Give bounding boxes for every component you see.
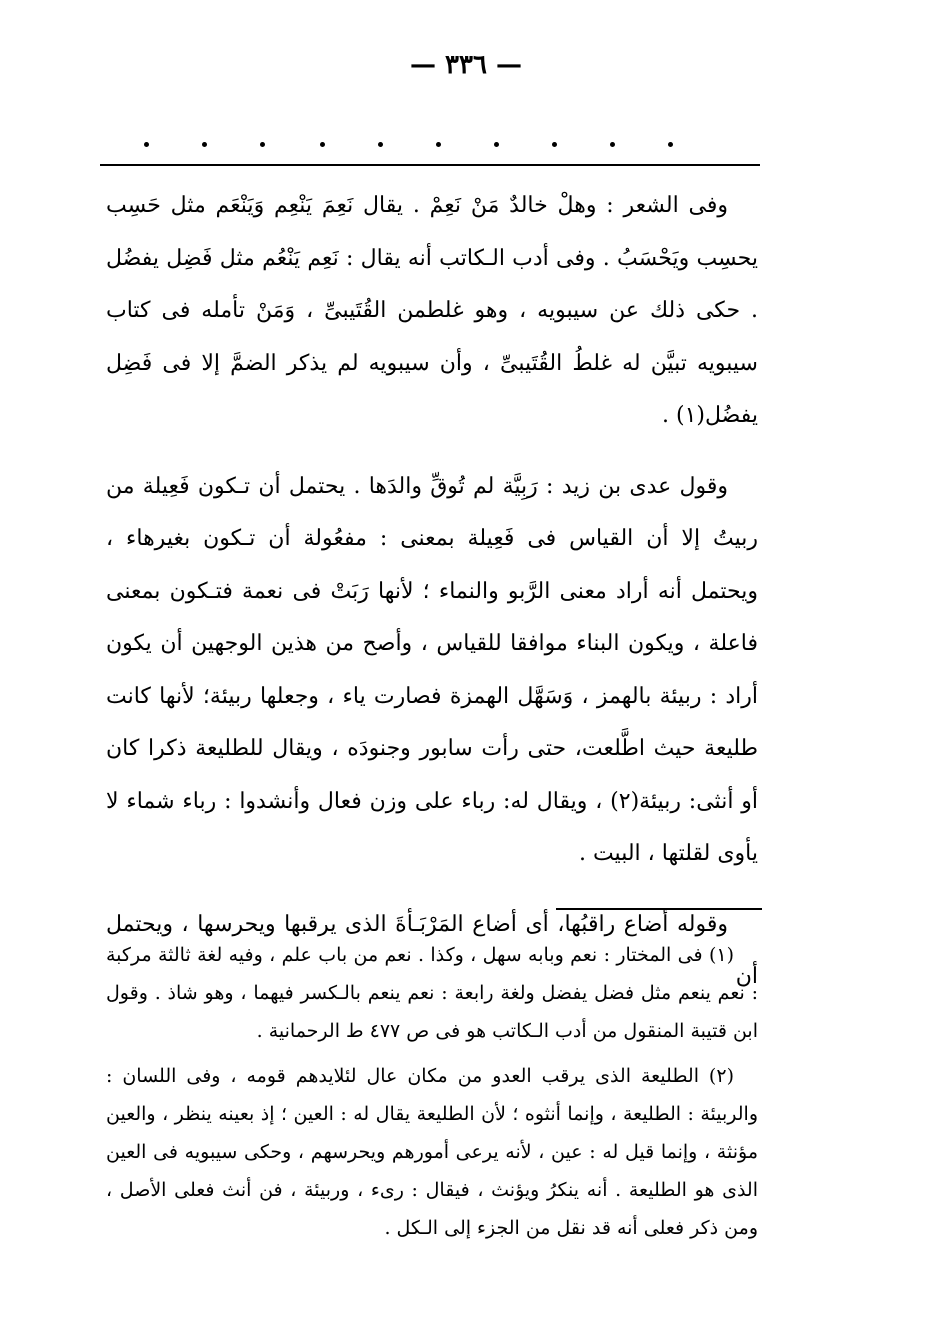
header-rule (100, 164, 760, 166)
footnote: (٢) الطليعة الذى يرقب العدو من مكان عال لئلايدهم قومه ، وفى اللسان : والربيئة : الطليعة ، وإنما أنثوه ؛ لأن الطليعة يقال له : العين ؛ إذ بعينه ينظر ، والعين مؤنثة ، وإنما قيل له : عين ، لأنه يرعى أمورهم ويحرسهم ، وحكى سيبويه فى العين الذى هو الطليعة . أنه ينكرُ ويؤنث ، فيقال : رىء ، وربيئة ، فن أنث فعلى الأصل ، ومن ذكر فعلى أنه قد نقل من الجزء إلى الـكل . (106, 1064, 758, 1240)
separator-dot (202, 142, 207, 147)
separator-dot (320, 142, 325, 147)
separator-dot (260, 142, 265, 147)
paragraph: وفى الشعر : وهلْ خالدٌ مَنْ نَعِمْ . يقال نَعِمَ يَنْعِم وَيَنْعَم مثل حَسِب يحسِب ويَحْسَبُ . وفى أدب الـكاتب أنه يقال : نَعِم يَنْعُم مثل فَضِل يفضُل . حكى ذلك عن سيبويه ، وهو غلطمن القُتَيبىِّ ، وَمَنْ تأمله فى كتاب سيبويه تبيَّن له غلطُ القُتَيبىِّ ، وأن سيبويه لم يذكر الضمَّ إلا فى فَضِل يفضُل(١) . (106, 193, 758, 428)
footnotes (106, 936, 758, 1254)
separator-dot (494, 142, 499, 147)
footnote-rule (556, 908, 762, 910)
paragraph: وقول عدى بن زيد : رَبِيَّة لم تُوقِّ والدَها . يحتمل أن تـكون فَعِيلة من ربيتُ إلا أن القياس فى فَعِيلة بمعنى : مفعُولة أن تـكون بغيرهاء ، ويحتمل أنه أراد معنى الرَّبو والنماء ؛ لأنها رَبَتْ فى نعمة فتـكون بمعنى فاعلة ، ويكون البناء موافقا للقياس ، وأصح من هذين الوجهين أن يكون أراد : ربيئة بالهمز ، وَسَهَّل الهمزة فصارت ياء ، وجعلها ربيئة؛ لأنها كانت طليعة حيث اطَّلعت، حتى رأت سابور وجنودَه ، ويقال للطليعة ذكرا كان أو أنثى: ربيئة(٢) ، ويقال له: رباء على وزن فعال وأنشدوا : رباء شماء لا يأوى لقلتها ، البيت . (106, 473, 759, 866)
separator-dot (144, 142, 149, 147)
separator-dot (552, 142, 557, 147)
separator-dot (668, 142, 673, 147)
separator-dot (436, 142, 441, 147)
separator-dots (100, 130, 760, 160)
separator-dot (610, 142, 615, 147)
separator-dot (378, 142, 383, 147)
paragraph: وقوله أضاع راقبُها، أى أضاع المَرْبَـأةَ الذى يرقبها ويحرسها ، ويحتمل أن (106, 911, 758, 989)
page-number: — ٣٣٦ — (409, 50, 523, 80)
main-text (106, 180, 758, 1022)
footnote: (١) فى المختار : نعم وبابه سهل ، وكذا . نعم من باب علم ، وفيه لغة ثالثة مركبة : نعم ينعم مثل فضل يفضل ولغة رابعة : نعم ينعم بالـكسر فيهما ، وهو شاذ . وقول ابن قتيبة المنقول من أدب الـكاتب هو فى ص ٤٧٧ ط الرحمانية . (106, 944, 758, 1043)
